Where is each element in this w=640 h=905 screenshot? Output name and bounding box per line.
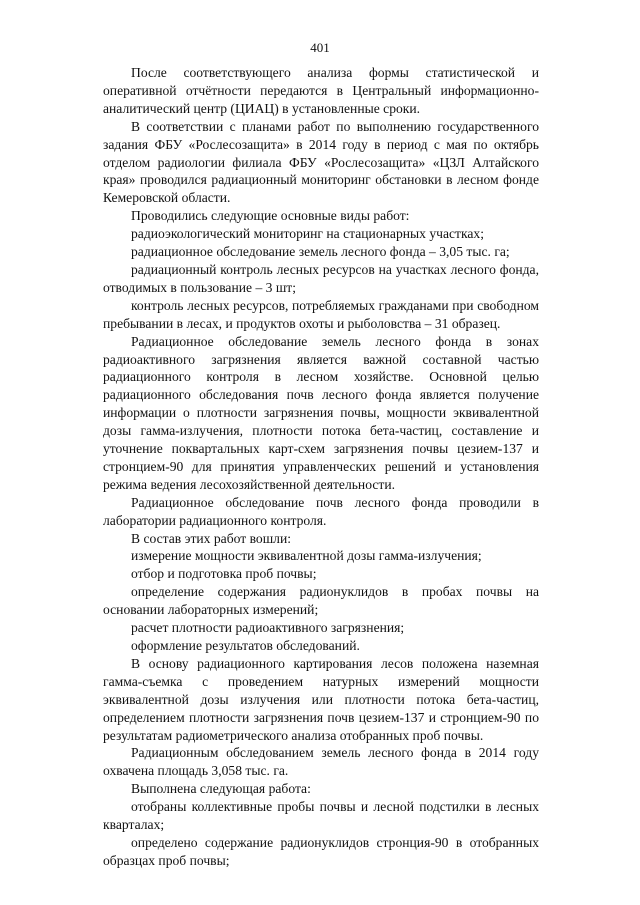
body-text [103, 64, 539, 870]
list-item: отбор и подготовка проб почвы; [131, 566, 317, 582]
paragraph: Проводились следующие основные виды работ: [131, 208, 410, 224]
list-item: радиационное обследование земель лесного фонда – 3,05 тыс. га; [131, 244, 510, 260]
list-item: определение содержания радионуклидов в пробах почвы на основании лабораторных измерений; [103, 584, 539, 618]
paragraph: В состав этих работ вошли: [131, 530, 291, 546]
list-item: контроль лесных ресурсов, потребляемых гражданами при свободном пребывании в лесах, и продуктов охоты и рыболовства – 31 образец. [103, 297, 539, 331]
paragraph: В основу радиационного картирования лесов положена наземная гамма-съемка с проведением натурных измерений мощности эквивалентной дозы излучения или плотности потока бета-частиц, определением плотности загрязнения почв цезием-137 и стронцием-90 по результатам радиометрического анализа отобранных проб почвы. [103, 655, 539, 743]
list-item: отобраны коллективные пробы почвы и лесной подстилки в лесных кварталах; [103, 799, 539, 833]
paragraph: Радиационным обследованием земель лесного фонда в 2014 году охвачена площадь 3,058 тыс. га. [103, 745, 539, 779]
paragraph: Радиационное обследование почв лесного фонда проводили в лаборатории радиационного контроля. [103, 494, 539, 528]
paragraph: Радиационное обследование земель лесного фонда в зонах радиоактивного загрязнения является важной составной частью радиационного контроля в лесном хозяйстве. Основной целью радиационного обследования почв лесного фонда является получение информации о плотности загрязнения почвы, мощности эквивалентной дозы гамма-излучения, плотности потока бета-частиц, составление и уточнение поквартальных карт-схем загрязнения почвы цезием-137 и стронцием-90 для принятия управленческих решений и установления режима ведения лесохозяйственной деятельности. [103, 333, 539, 492]
paragraph: Выполнена следующая работа: [131, 781, 311, 797]
list-item: определено содержание радионуклидов стронция-90 в отобранных образцах проб почвы; [103, 834, 539, 868]
list-item: расчет плотности радиоактивного загрязнения; [131, 620, 405, 636]
list-item: радиационный контроль лесных ресурсов на участках лесного фонда, отводимых в пользование – 3 шт; [103, 261, 539, 295]
list-item: радиоэкологический мониторинг на стационарных участках; [131, 226, 484, 242]
list-item: измерение мощности эквивалентной дозы гамма-излучения; [131, 548, 482, 564]
paragraph: После соответствующего анализа формы статистической и оперативной отчётности передаются в Центральный информационно-аналитический центр (ЦИАЦ) в установленные сроки. [103, 65, 539, 116]
list-item: оформление результатов обследований. [131, 638, 360, 653]
paragraph: В соответствии с планами работ по выполнению государственного задания ФБУ «Рослесозащита» в 2014 году в период с мая по октябрь отделом радиологии филиала ФБУ «Рослесозащита» «ЦЗЛ Алтайского края» проводился радиационный мониторинг обстановки в лесном фонде Кемеровской области. [103, 118, 539, 206]
page-number: 401 [310, 40, 330, 55]
